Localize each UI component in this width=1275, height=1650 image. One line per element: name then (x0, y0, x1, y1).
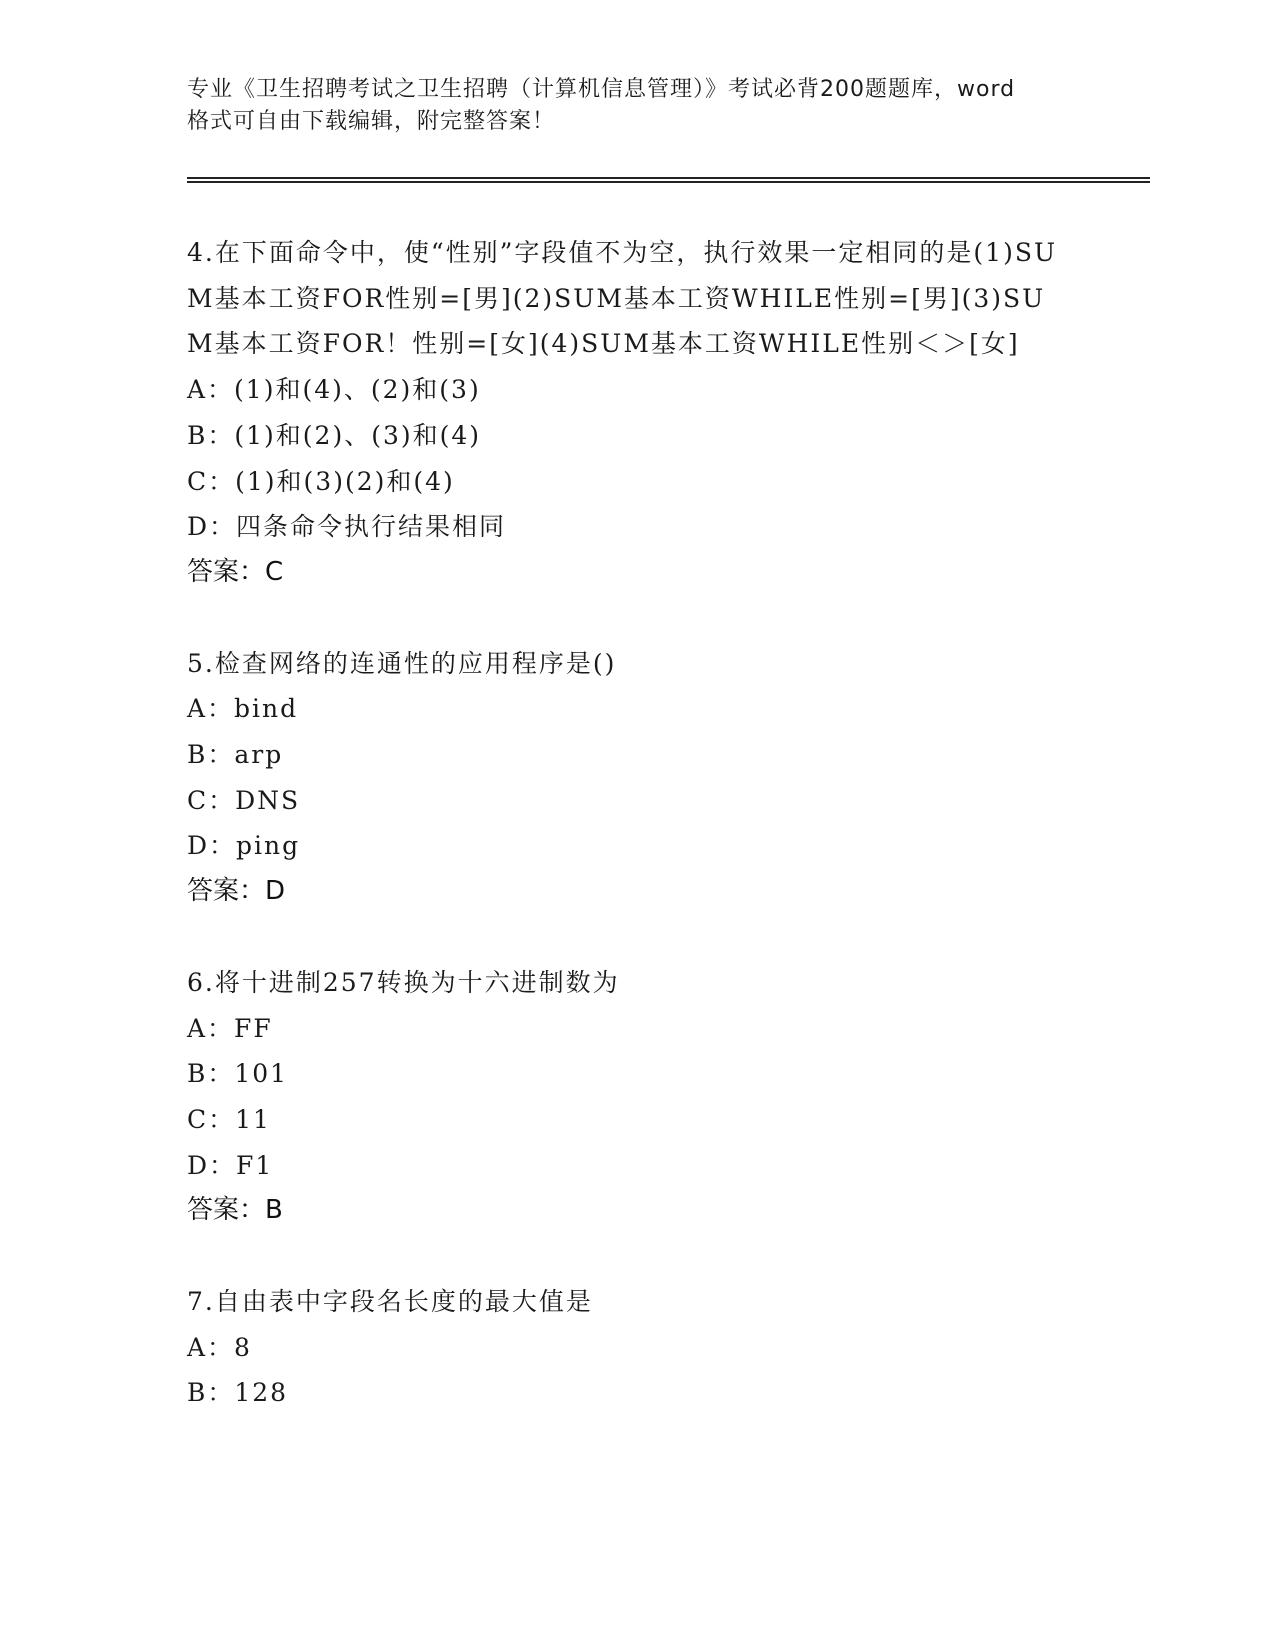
header-double-rule (187, 177, 1150, 183)
question-list (187, 230, 1087, 1461)
question-7 (187, 1279, 1087, 1416)
option-b: B：101 (187, 1059, 289, 1089)
option-d: D：ping (187, 831, 301, 861)
header-line-1: 专业《卫生招聘考试之卫生招聘（计算机信息管理）》考试必背200题题库，word (187, 77, 1016, 102)
question-4 (187, 230, 1087, 596)
option-a: A：FF (187, 1013, 273, 1043)
option-c: C：11 (187, 1104, 271, 1134)
option-c: C：DNS (187, 785, 301, 815)
question-stem: 5.检查网络的连通性的应用程序是() (187, 648, 617, 678)
answer-line: 答案：D (187, 876, 286, 907)
option-b: B：(1)和(2)、(3)和(4) (187, 420, 482, 450)
option-a: A：bind (187, 694, 299, 724)
option-b: B：arp (187, 740, 284, 770)
document-header (187, 74, 1087, 138)
question-5 (187, 641, 1087, 915)
question-stem: 7.自由表中字段名长度的最大值是 (187, 1287, 593, 1317)
option-a: A：(1)和(4)、(2)和(3) (187, 375, 481, 405)
header-line-2: 格式可自由下载编辑，附完整答案！ (187, 109, 556, 134)
option-d: D：四条命令执行结果相同 (187, 512, 507, 542)
option-b: B：128 (187, 1378, 289, 1408)
question-stem: 6.将十进制257转换为十六进制数为 (187, 967, 620, 997)
question-6 (187, 960, 1087, 1234)
question-stem: 4.在下面命令中，使“性别”字段值不为空，执行效果一定相同的是(1)SUM基本工资FOR性别=[男](2)SUM基本工资WHILE性别=[男](3)SUM基本工资FOR！性别=[女](4)SUM基本工资WHILE性别＜＞[女] (187, 238, 1058, 359)
answer-line: 答案：B (187, 1195, 283, 1226)
answer-line: 答案：C (187, 556, 284, 587)
option-c: C：(1)和(3)(2)和(4) (187, 466, 455, 496)
option-d: D：F1 (187, 1150, 274, 1180)
option-a: A：8 (187, 1332, 252, 1362)
